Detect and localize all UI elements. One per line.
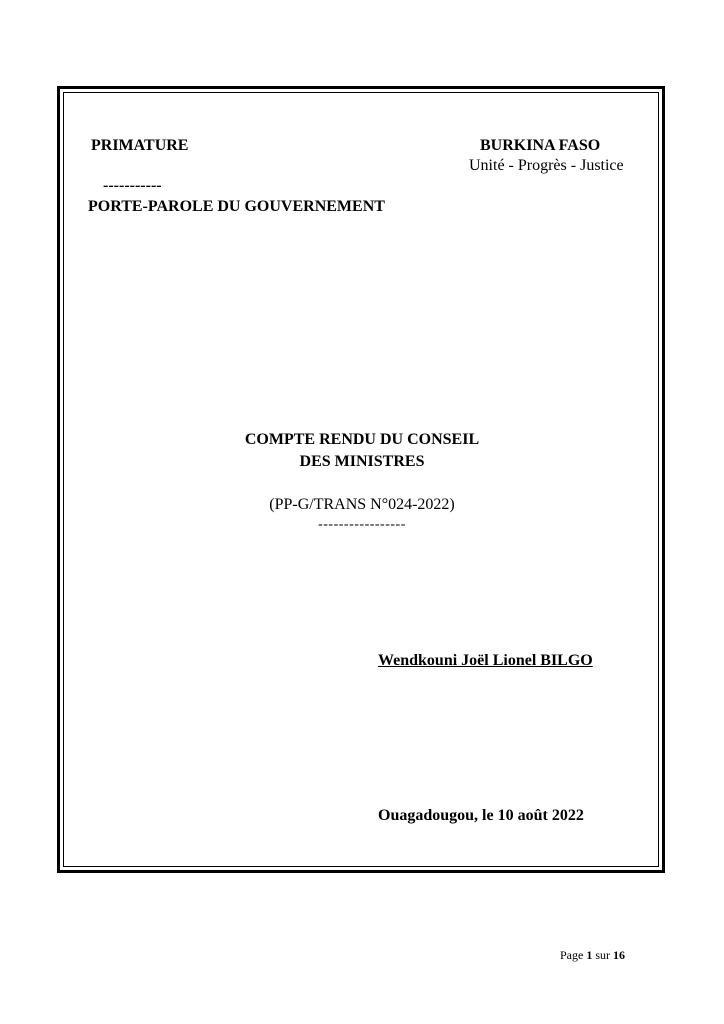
page-label: Page	[560, 948, 584, 962]
page-total: 16	[613, 948, 625, 962]
page-footer	[560, 948, 625, 962]
office-name: PORTE-PAROLE DU GOUVERNEMENT	[88, 198, 385, 215]
title-separator: -----------------	[318, 517, 406, 532]
document-title-line2: DES MINISTRES	[299, 453, 425, 470]
document-title-line1: COMPTE RENDU DU CONSEIL	[244, 431, 480, 448]
header-separator: -----------	[103, 177, 162, 194]
institution-name: PRIMATURE	[91, 137, 189, 154]
page-number: 1	[586, 948, 593, 962]
country-name: BURKINA FASO	[480, 137, 601, 154]
document-reference: (PP-G/TRANS N°024-2022)	[269, 496, 455, 513]
place-and-date: Ouagadougou, le 10 août 2022	[378, 807, 584, 824]
page-of-label: sur	[595, 948, 610, 962]
author-name: Wendkouni Joël Lionel BILGO	[378, 652, 593, 669]
national-motto: Unité - Progrès - Justice	[469, 157, 624, 174]
